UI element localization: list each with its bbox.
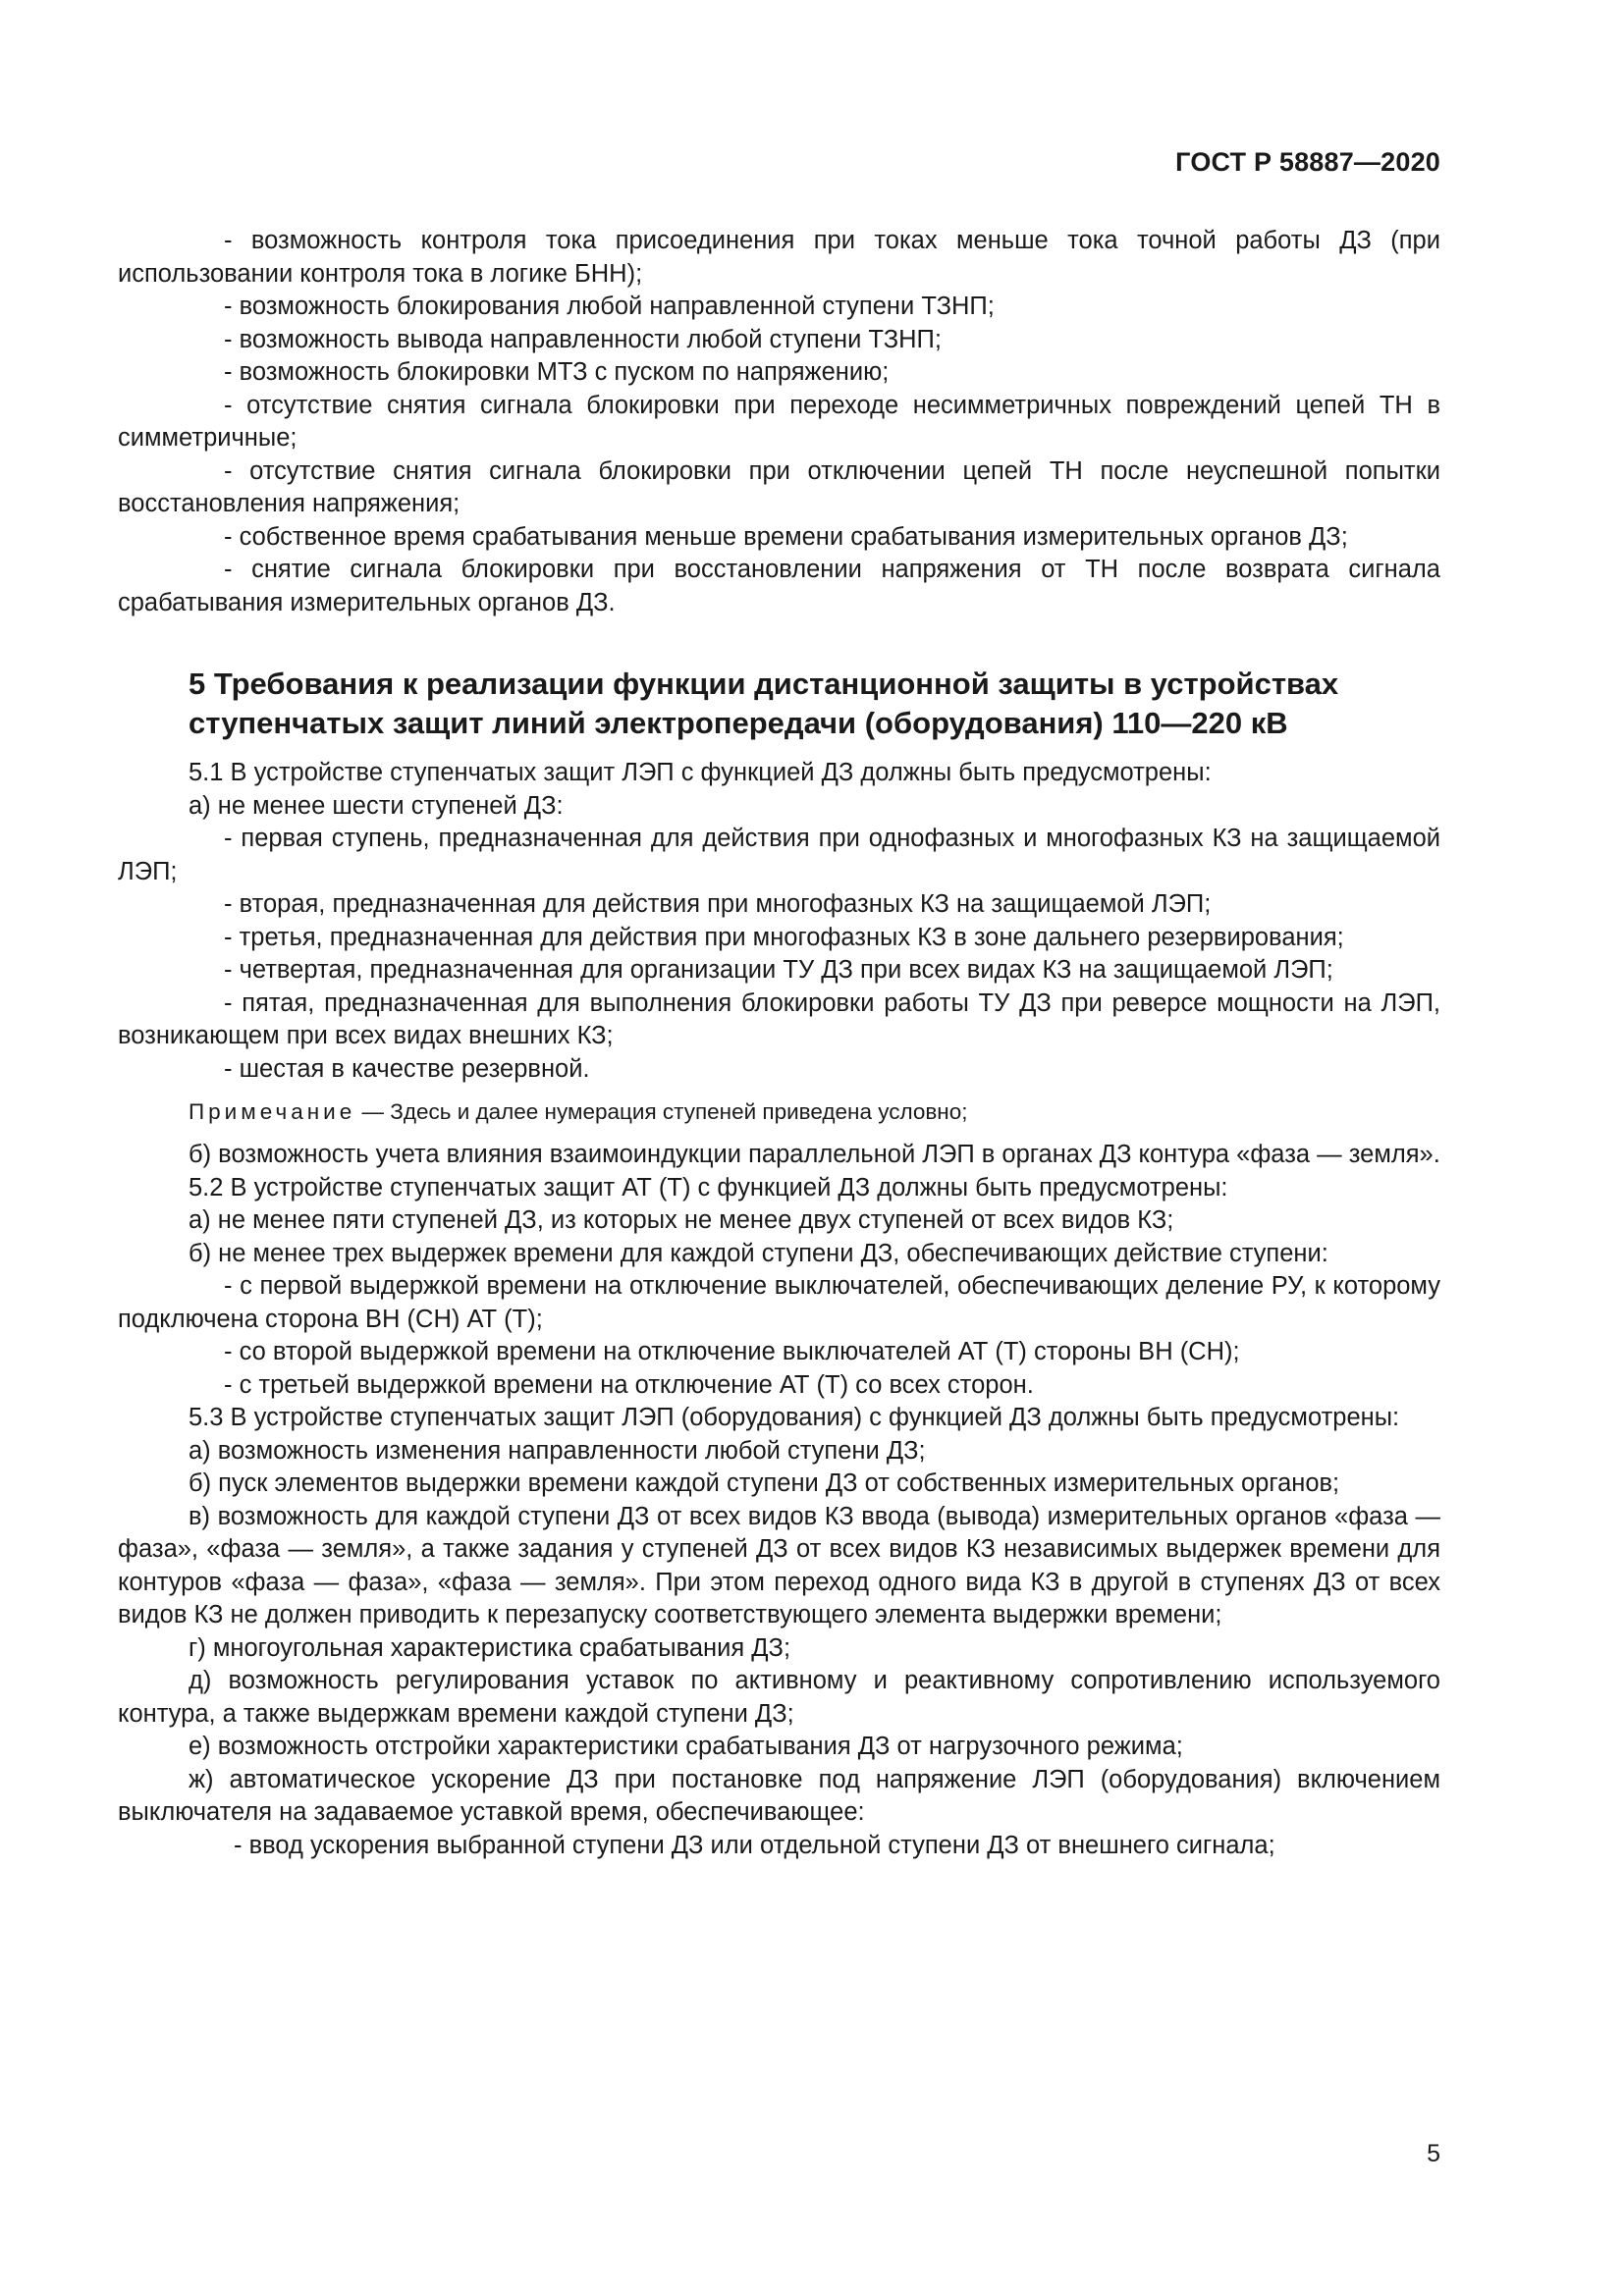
clause-5-3-item: а) возможность изменения направленности любой ступени ДЗ; xyxy=(189,1436,926,1465)
clause-5-1-a-item: - пятая, предназначенная для выполнения блокировки работы ТУ ДЗ при реверсе мощности на ЛЭП, возникающем при всех видах внешних КЗ; xyxy=(118,988,1440,1049)
clause-5-1-a: а) не менее шести ступеней ДЗ: xyxy=(189,791,564,820)
clause-5-2-b-item: - с третьей выдержкой времени на отключение АТ (Т) со всех сторон. xyxy=(224,1370,1034,1399)
intro-item: - возможность вывода направленности любой ступени ТЗНП; xyxy=(224,325,942,353)
page-number: 5 xyxy=(1427,2140,1440,2167)
section-5-heading-line: ступенчатых защит линий электропередачи (оборудования) 110—220 кВ xyxy=(189,706,1288,740)
clause-5-3-item: в) возможность для каждой ступени ДЗ от всех видов КЗ ввода (вывода) измерительных органов «фаза — фаза», «фаза — земля», а также задания у ступеней ДЗ от всех видов КЗ независимых выдержек времени для контуров «фаза — фаза», «фаза — земля». При этом переход одного вида КЗ в другой в ступенях ДЗ от всех видов КЗ не должен приводить к перезапуску соответствующего элемента выдержки времени; xyxy=(118,1502,1440,1629)
clause-5-3-item: д) возможность регулирования уставок по активному и реактивному сопротивлению используемого контура, а также выдержкам времени каждой ступени ДЗ; xyxy=(118,1667,1440,1728)
clause-5-2-b-item: - с первой выдержкой времени на отключение выключателей, обеспечивающих деление РУ, к которому подключена сторона ВН (СН) АТ (Т); xyxy=(118,1272,1440,1333)
clause-5-1-a-item: - первая ступень, предназначенная для действия при однофазных и многофазных КЗ на защищаемой ЛЭП; xyxy=(118,825,1440,885)
clause-5-2-a: а) не менее пяти ступеней ДЗ, из которых не менее двух ступеней от всех видов КЗ; xyxy=(189,1206,1174,1234)
intro-item: - собственное время срабатывания меньше времени срабатывания измерительных органов ДЗ; xyxy=(224,522,1348,551)
clause-5-1-a-item: - четвертая, предназначенная для организации ТУ ДЗ при всех видах КЗ на защищаемой ЛЭП; xyxy=(224,956,1333,984)
note-text: — Здесь и далее нумерация ступеней приведена условно; xyxy=(355,1099,968,1124)
section-5-heading xyxy=(118,665,1440,743)
intro-item: - снятие сигнала блокировки при восстановлении напряжения от ТН после возврата сигнала срабатывания измерительных органов ДЗ. xyxy=(118,556,1440,616)
section-5-heading-line: 5 Требования к реализации функции дистанционной защиты в устройствах xyxy=(189,667,1339,701)
clause-5-1-a-item: - шестая в качестве резервной. xyxy=(224,1054,590,1083)
page-body xyxy=(118,225,1440,1862)
document-code: ГОСТ Р 58887—2020 xyxy=(1175,147,1440,177)
clause-5-3: 5.3 В устройстве ступенчатых защит ЛЭП (оборудования) с функцией ДЗ должны быть предусмотрены: xyxy=(189,1404,1400,1431)
intro-item: - возможность блокировки МТЗ с пуском по напряжению; xyxy=(224,358,890,386)
clause-5-1-b: б) возможность учета влияния взаимоиндукции параллельной ЛЭП в органах ДЗ контура «фаза — земля». xyxy=(189,1141,1440,1168)
clause-5-3-item: е) возможность отстройки характеристики срабатывания ДЗ от нагрузочного режима; xyxy=(189,1733,1183,1760)
clause-5-3-item: г) многоугольная характеристика срабатывания ДЗ; xyxy=(189,1633,791,1662)
clause-5-1-a-item: - третья, предназначенная для действия при многофазных КЗ в зоне дальнего резервирования; xyxy=(224,923,1344,951)
clause-5-3-item: ж) автоматическое ускорение ДЗ при постановке под напряжение ЛЭП (оборудования) включением выключателя на задаваемое уставкой время, обеспечивающее: xyxy=(118,1765,1440,1826)
intro-item: - возможность контроля тока присоединения при токах меньше тока точной работы ДЗ (при использовании контроля тока в логике БНН); xyxy=(118,227,1440,288)
clause-5-1-a-item: - вторая, предназначенная для действия при многофазных КЗ на защищаемой ЛЭП; xyxy=(224,890,1212,918)
clause-5-2: 5.2 В устройстве ступенчатых защит АТ (Т) с функцией ДЗ должны быть предусмотрены: xyxy=(189,1173,1228,1201)
note xyxy=(118,1097,1440,1127)
note-label: Примечание xyxy=(189,1099,356,1124)
clause-5-3-item: б) пуск элементов выдержки времени каждой ступени ДЗ от собственных измерительных органов; xyxy=(189,1469,1340,1497)
intro-item: - отсутствие снятия сигнала блокировки при переходе несимметричных повреждений цепей ТН в симметричные; xyxy=(118,391,1440,452)
clause-5-1: 5.1 В устройстве ступенчатых защит ЛЭП с функцией ДЗ должны быть предусмотрены: xyxy=(189,759,1212,786)
clause-5-2-b-item: - со второй выдержкой времени на отключение выключателей АТ (Т) стороны ВН (СН); xyxy=(224,1338,1240,1365)
clause-5-3-zh-item: - ввод ускорения выбранной ступени ДЗ или отдельной ступени ДЗ от внешнего сигнала; xyxy=(234,1831,1275,1859)
intro-item: - отсутствие снятия сигнала блокировки при отключении цепей ТН после неуспешной попытки восстановления напряжения; xyxy=(118,456,1440,517)
intro-item: - возможность блокирования любой направленной ступени ТЗНП; xyxy=(224,293,995,320)
clause-5-2-b: б) не менее трех выдержек времени для каждой ступени ДЗ, обеспечивающих действие ступени: xyxy=(189,1239,1328,1267)
